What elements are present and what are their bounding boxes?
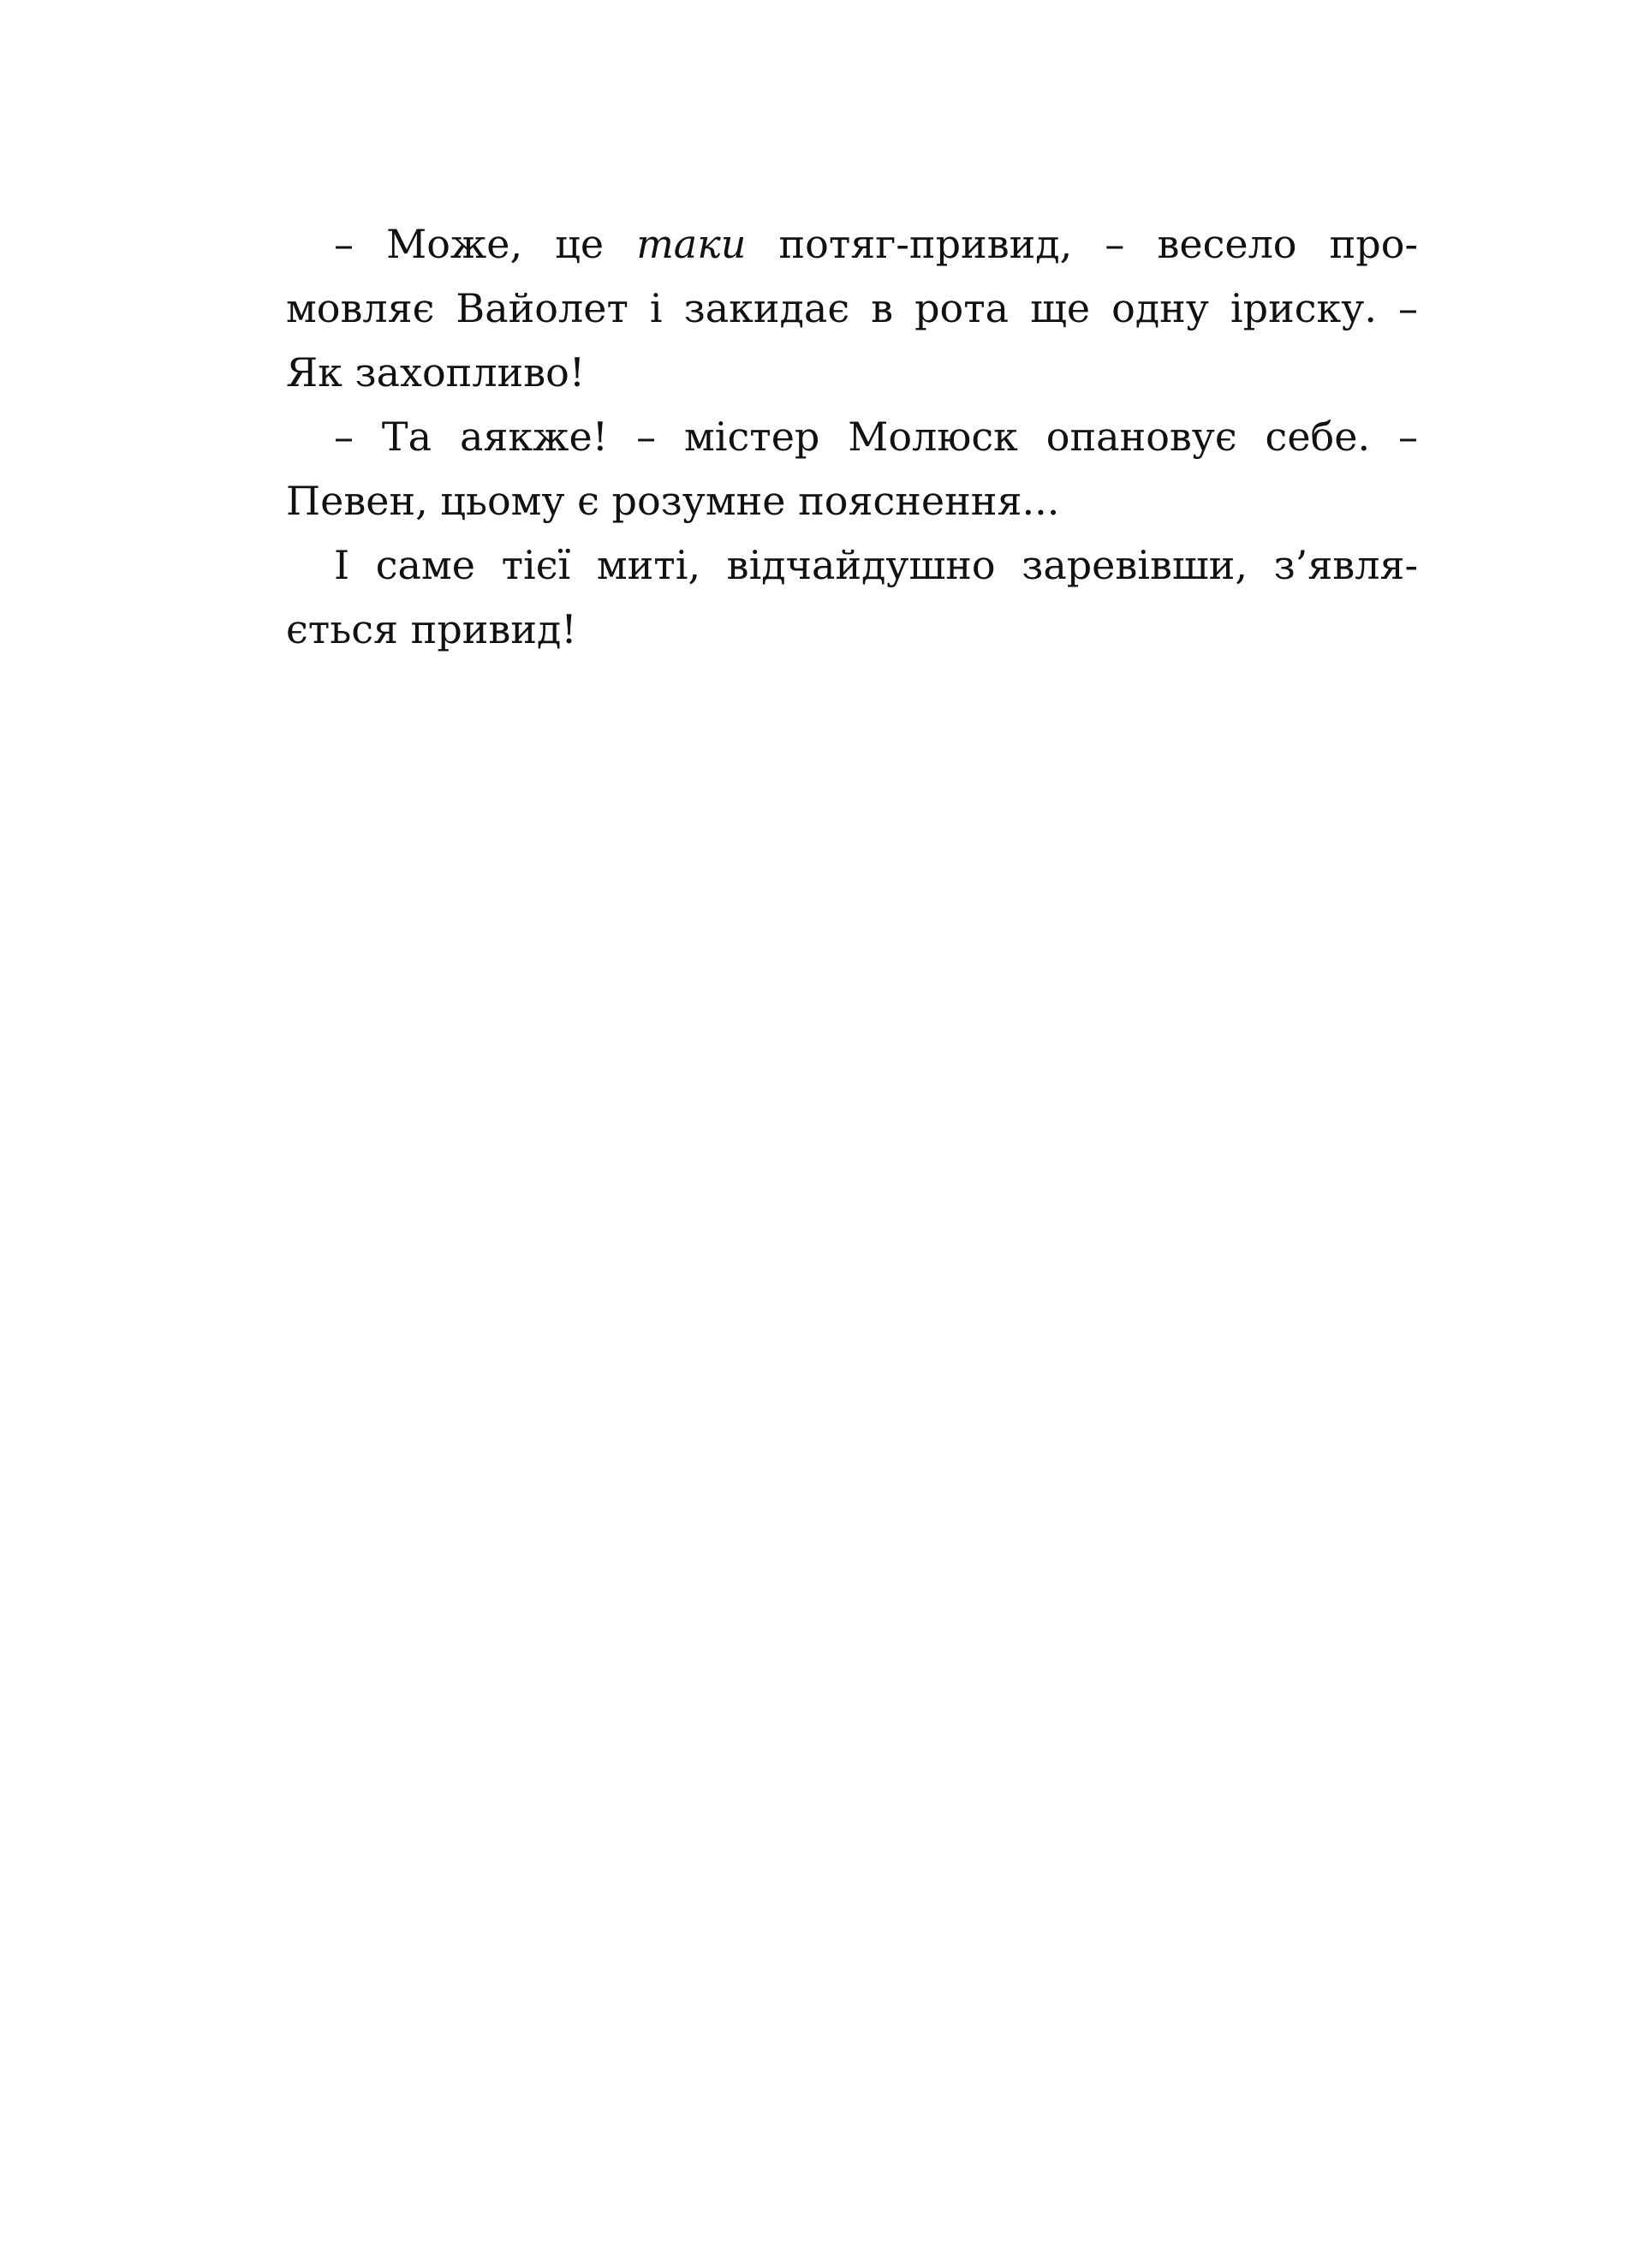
paragraph-2	[286, 405, 1418, 533]
text-line	[286, 212, 1418, 277]
text-line: І саме тієї миті, відчайдушно заревівши, з’явля-	[334, 542, 1418, 588]
text-line: Як захопливо!	[286, 349, 586, 396]
text-line: мовляє Вайолет і закидає в рота ще одну іриску. –	[286, 285, 1418, 331]
text-line: ється привид!	[286, 606, 577, 652]
page-text	[286, 212, 1418, 662]
italic-text-run: таки	[636, 221, 747, 267]
text-line: Певен, цьому є розумне пояснення...	[286, 478, 1060, 524]
paragraph-3	[286, 533, 1418, 662]
paragraph-1	[286, 212, 1418, 405]
text-line: – Та аякже! – містер Молюск опановує себе. –	[334, 414, 1418, 460]
text-run: – Може, це	[334, 221, 637, 267]
text-run: потяг-привид, – весело про-	[746, 221, 1418, 267]
